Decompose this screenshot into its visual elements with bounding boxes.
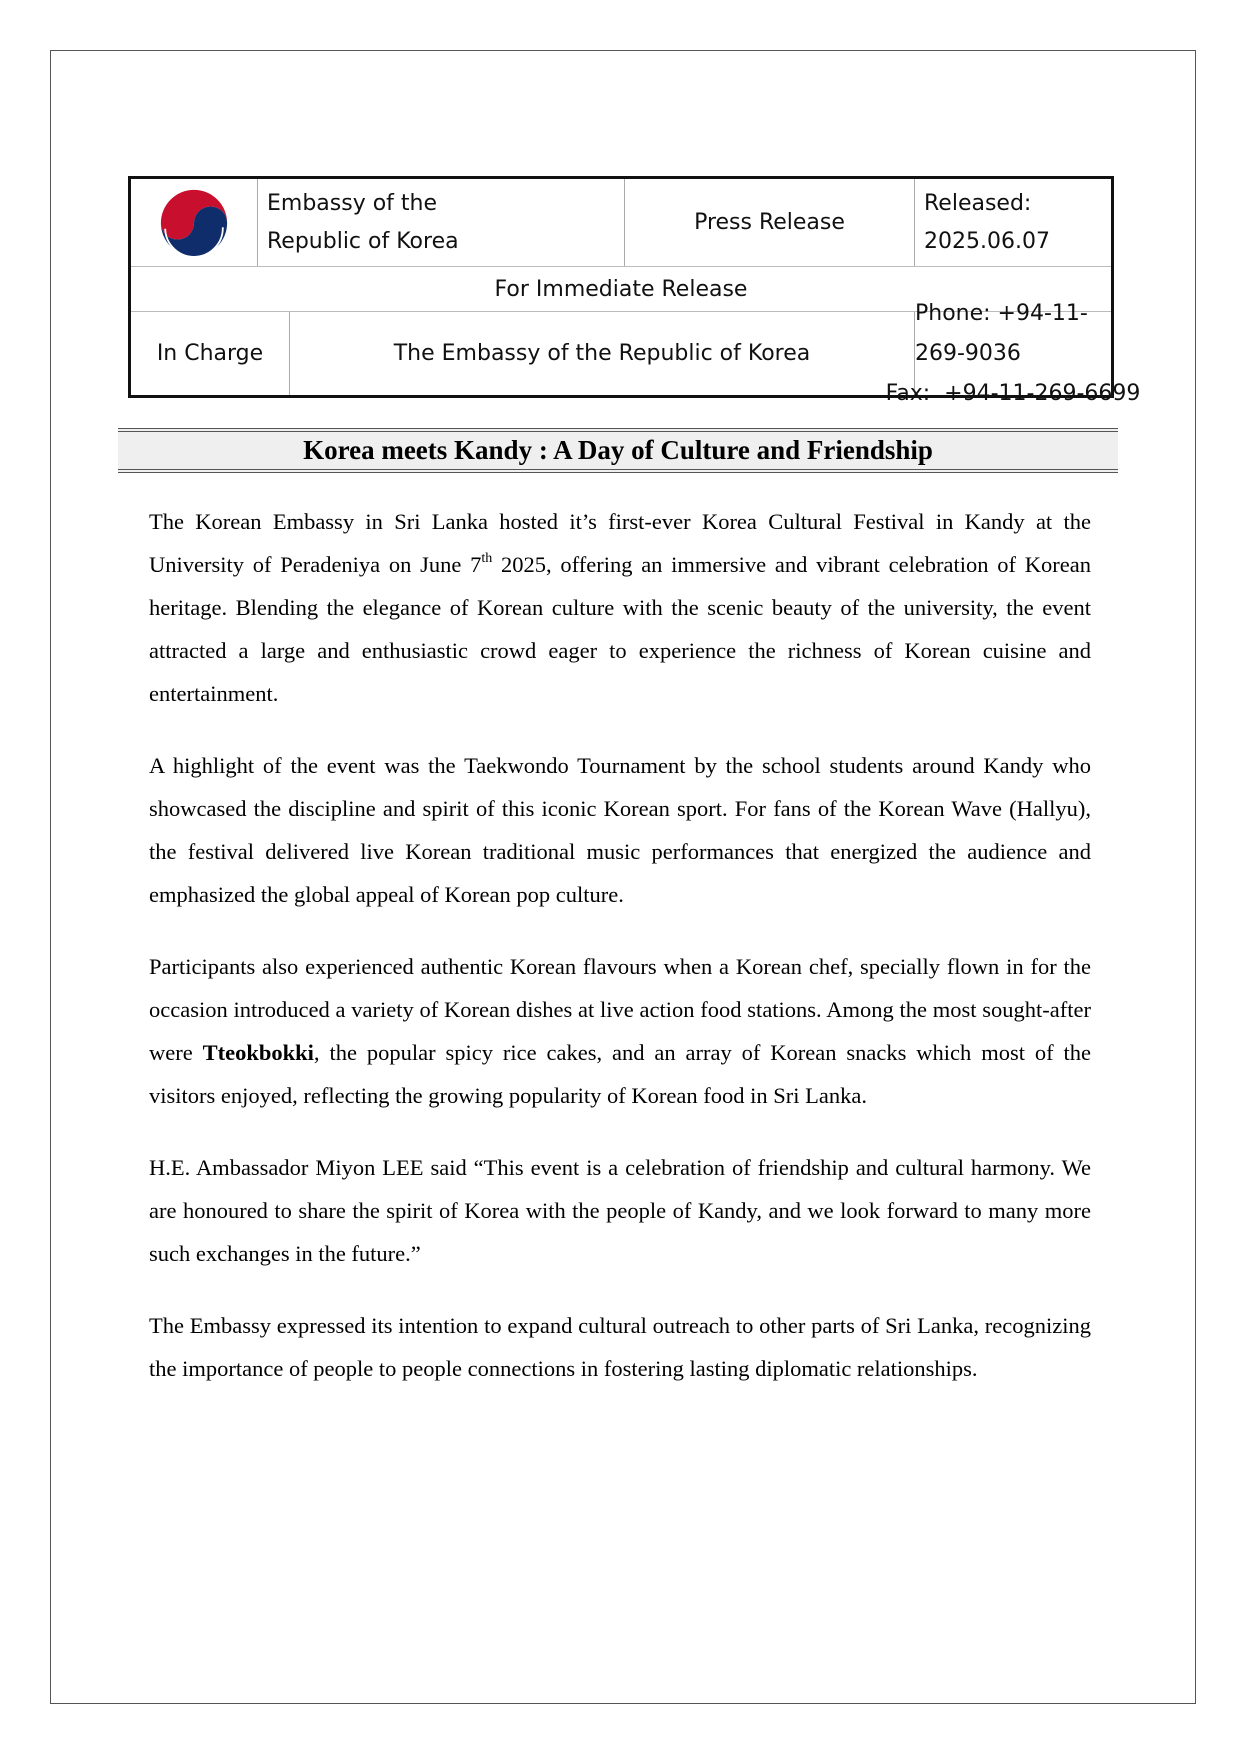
paragraph-3 bbox=[149, 945, 1091, 1117]
immediate-release-label: For Immediate Release bbox=[494, 276, 748, 302]
tteokbokki-bold: Tteokbokki bbox=[202, 1040, 314, 1065]
paragraph-3-text-b: , the popular spicy rice cakes, and an array of Korean snacks which most of the visitors enjoyed, reflecting the growing popularity of Korean food in Sri Lanka. bbox=[149, 1040, 1091, 1108]
paragraph-1-text-b: 2025, offering an immersive and vibrant celebration of Korean heritage. Blending the elegance of Korean culture with the scenic beauty of the university, the event attracted a large and enthusiastic crowd eager to experience the richness of Korean cuisine and entertainment. bbox=[149, 552, 1091, 706]
paragraph-5: The Embassy expressed its intention to expand cultural outreach to other parts of Sri Lanka, recognizing the importance of people to people connections in fostering lasting diplomatic relationships. bbox=[149, 1313, 1091, 1381]
fax-number: Fax: +94-11-269-6699 bbox=[885, 380, 1141, 406]
press-release-title-bar bbox=[118, 428, 1118, 473]
header-table bbox=[128, 176, 1141, 406]
in-charge-label: In Charge bbox=[156, 341, 264, 366]
press-release-cell bbox=[624, 179, 914, 266]
embassy-line-1: Embassy of the bbox=[267, 190, 438, 216]
embassy-cell bbox=[257, 179, 624, 266]
press-release-title: Korea meets Kandy : A Day of Culture and Friendship bbox=[303, 435, 933, 465]
paragraph-4: H.E. Ambassador Miyon LEE said “This event is a celebration of friendship and cultural harmony. We are honoured to share the spirit of Korea with the people of Kandy, and we look forward to many more such exchanges in the future.” bbox=[149, 1155, 1091, 1266]
paragraph-3-text-a: Participants also experienced authentic Korean flavours when a Korean chef, specially flown in for the occasion introduced a variety of Korean dishes at live action food stations. Among the most sought-after were bbox=[149, 954, 1091, 1065]
paragraph-1-text-a: The Korean Embassy in Sri Lanka hosted it’s first-ever Korea Cultural Festival in Kandy at the University of Peradeniya on June 7 bbox=[149, 509, 1091, 577]
embassy-line-2: Republic of Korea bbox=[267, 228, 459, 254]
embassy-name: The Embassy of the Republic of Korea bbox=[393, 341, 811, 366]
released-date: 2025.06.07 bbox=[924, 228, 1050, 254]
phone-number: Phone: +94-11-269-9036 bbox=[915, 300, 1088, 366]
released-cell bbox=[914, 179, 1111, 266]
released-label: Released: bbox=[924, 190, 1032, 216]
korea-government-logo-icon bbox=[158, 187, 230, 259]
ordinal-superscript: th bbox=[481, 550, 493, 566]
press-release-label: Press Release bbox=[694, 210, 845, 235]
press-release-body bbox=[149, 500, 1091, 1419]
paragraph-2: A highlight of the event was the Taekwondo Tournament by the school students around Kandy who showcased the discipline and spirit of this iconic Korean sport. For fans of the Korean Wave (Hallyu), the festival delivered live Korean traditional music performances that energized the audience and emphasized the global appeal of Korean pop culture. bbox=[149, 753, 1091, 907]
header-row-bottom bbox=[131, 300, 1141, 406]
logo-cell bbox=[131, 179, 257, 266]
paragraph-1 bbox=[149, 500, 1091, 715]
contact-cell bbox=[885, 300, 1141, 406]
header-row-top bbox=[131, 179, 1111, 267]
in-charge-cell bbox=[131, 312, 289, 395]
embassy-name-cell bbox=[289, 312, 914, 395]
